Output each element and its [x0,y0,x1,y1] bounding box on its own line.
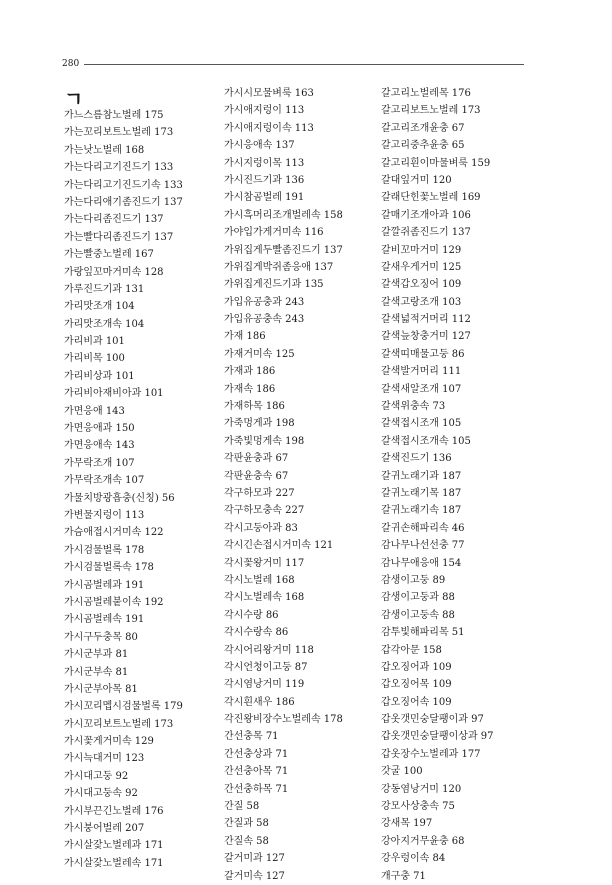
section-heading: ㄱ [64,87,84,111]
index-entry: 갈거미과 127 [224,853,285,865]
index-entry: 가리비목 100 [64,353,125,365]
index-entry: 갑각아문 158 [381,644,442,656]
index-column-3 [381,85,494,885]
index-entry: 가무락조개 107 [64,457,135,469]
index-entry: 가시붕어벌레 207 [64,823,145,835]
index-entry: 갈색갑오징어 109 [381,279,462,291]
index-entry: 가변물지렁이 113 [64,509,145,521]
index-entry: 각시수랑속 86 [224,627,289,639]
index-entry: 감생이고둥과 88 [381,592,455,604]
index-entry: 가리맛조개속 104 [64,318,145,330]
index-entry: 가위집게진드기과 135 [224,279,324,291]
index-entry: 가느스름참노벌레 175 [64,110,164,121]
index-entry: 갈색늪창충거미 127 [381,331,471,343]
index-entry: 가는빨다리좀진드기 137 [64,231,174,243]
index-entry: 각시언청이고둥 87 [224,661,308,673]
index-entry: 갈색새알조개 107 [381,383,462,395]
index-entry: 감생이고둥속 88 [381,609,455,621]
index-entry: 가시꽃게거미속 129 [64,736,154,748]
index-entry: 가시부끈긴노벌레 176 [64,805,164,817]
index-entry: 가면응애속 143 [64,440,135,452]
index-entry: 갈색접시조개속 105 [381,435,471,447]
index-entry: 갈래단힌꽃노벌레 169 [381,192,481,204]
index-entry: 갑옷갯민숭달팽이상과 97 [381,731,494,743]
index-entry: 각시노벌레 168 [224,574,295,586]
index-entry: 가시곰벌레과 191 [64,579,145,591]
index-column-2 [224,85,343,885]
index-entry: 가시살갗노벌레속 171 [64,857,164,869]
index-entry: 감나무애응애 154 [381,557,462,569]
index-entry: 가시군부아목 81 [64,683,138,695]
page-number: 280 [62,59,80,69]
index-entry: 갈색띠매물고둥 86 [381,348,465,360]
index-entry: 가시꼬리멥시검물벌록 179 [64,701,183,713]
index-entry: 갈고리조개윤충 67 [381,122,465,134]
index-entry: 강동염낭거미 120 [381,783,462,795]
index-entry: 가죽빛멍게속 198 [224,435,305,447]
index-entry: 가시구두충목 80 [64,631,138,643]
index-entry: 가리비아재비아과 101 [64,388,164,400]
index-entry: 갈거미속 127 [224,870,285,882]
index-entry: 갈고리보트노벌레 173 [381,105,481,117]
index-entry: 가위집게박쥐좀응애 137 [224,261,334,273]
index-entry: 갈색접시조개 105 [381,418,462,430]
index-entry: 가시곰벌레붙이속 192 [64,596,164,608]
index-entry: 갈색위충속 73 [381,401,446,413]
index-entry: 각진왕비장수노벌레속 178 [224,714,343,726]
index-entry: 갑오징어속 109 [381,696,452,708]
index-entry: 가는다리고기진드기 133 [64,162,174,174]
index-entry: 강아지거무윤충 68 [381,835,465,847]
index-entry: 각시꽃왕거미 117 [224,557,305,569]
index-entry: 갈비꼬마거미 129 [381,244,462,256]
index-entry: 갈고리노벌레목 176 [381,88,471,99]
index-entry: 가는꼬리보트노벌레 173 [64,127,174,139]
index-entry: 가입유공충속 243 [224,314,305,326]
index-entry: 가시늑대거미 123 [64,753,145,765]
index-entry: 가시시모물벼룩 163 [224,88,314,99]
index-entry: 감나무나선선충 77 [381,540,465,552]
index-entry: 가는다리좀진드기 137 [64,214,164,226]
index-entry: 간질과 58 [224,818,269,830]
index-entry: 가죽멍게과 198 [224,418,295,430]
index-entry: 가재속 186 [224,383,276,395]
index-entry: 갈귀노래기속 187 [381,505,462,517]
index-entry: 각판윤충과 67 [224,453,289,465]
index-entry: 각구하모과 227 [224,487,295,499]
index-entry: 갈귀노래기목 187 [381,487,462,499]
index-entry: 갑오징어목 109 [381,679,452,691]
index-entry: 각시어리왕거미 118 [224,644,314,656]
index-entry: 강우렁이속 84 [381,853,446,865]
index-entry: 갈매기조개아과 106 [381,209,471,221]
index-entry: 가면응애과 150 [64,423,135,435]
index-entry: 간질속 58 [224,835,269,847]
index-entry: 갓굴 100 [381,766,423,778]
index-entry: 가리비과 101 [64,336,125,348]
index-entry: 간선충하목 71 [224,783,289,795]
index-entry: 가재하목 186 [224,401,285,413]
index-entry: 각시흰새우 186 [224,696,295,708]
index-column-1 [64,107,183,872]
index-entry: 가시곰벌레속 191 [64,614,145,626]
index-entry: 간질 58 [224,801,260,813]
index-entry: 가루진드기과 131 [64,283,145,295]
index-entry: 가면응애 143 [64,405,125,417]
index-entry: 가시애지렁이 113 [224,105,305,117]
index-entry: 가시검물벌록 178 [64,544,145,556]
index-entry: 각시수랑 86 [224,609,279,621]
index-entry: 갈고리흰이마물벼룩 159 [381,157,491,169]
index-entry: 간선충아목 71 [224,766,289,778]
index-entry: 각판윤충속 67 [224,470,289,482]
index-entry: 가위집게두빨좀진드기 137 [224,244,343,256]
index-entry: 각시고둥아과 83 [224,522,298,534]
index-entry: 가재과 186 [224,366,276,378]
index-entry: 갑옷갯민숭달팽이과 97 [381,714,484,726]
index-entry: 갑오징어과 109 [381,661,452,673]
index-entry: 가시군부과 81 [64,649,129,661]
index-entry: 가시살갗노벌레과 171 [64,840,164,852]
index-entry: 간선충상과 71 [224,748,289,760]
index-entry: 가시대고둥 92 [64,770,129,782]
index-entry: 가시응애속 137 [224,140,295,152]
index-entry: 가랑잎꼬마거미속 128 [64,266,164,278]
index-entry: 가리맛조개 104 [64,301,135,313]
index-entry: 각시염낭거미 119 [224,679,305,691]
index-entry: 가재거미속 125 [224,348,295,360]
index-entry: 가시흑머리조개벌레속 158 [224,209,343,221]
index-entry: 가는다리고기진드기속 133 [64,179,183,191]
index-entry: 가슴애접시거미속 122 [64,527,164,539]
index-entry: 가무락조개속 107 [64,475,145,487]
index-entry: 갈색고랑조개 103 [381,296,462,308]
index-entry: 가야입가게거미속 116 [224,227,324,239]
index-entry: 가리비상과 101 [64,370,135,382]
index-entry: 각시노벌레속 168 [224,592,305,604]
index-entry: 가는빨중노벌레 167 [64,249,154,261]
index-entry: 가시대고둥속 92 [64,788,138,800]
index-entry: 갈색넓적거머리 112 [381,314,471,326]
index-entry: 가시군부속 81 [64,666,129,678]
index-entry: 감투빛해파리목 51 [381,627,465,639]
index-entry: 가시지렁이목 113 [224,157,305,169]
index-entry: 갑옷장수노벌레과 177 [381,748,481,760]
index-entry: 갈대잎거미 120 [381,174,452,186]
index-entry: 가시검물벌록속 178 [64,562,154,574]
index-entry: 갈깔쥐좀진드기 137 [381,227,471,239]
index-entry: 갈귀손해파리속 46 [381,522,465,534]
index-entry: 가물치방광흡충(신칭) 56 [64,492,175,504]
index-entry: 각시긴손접시거미속 121 [224,540,334,552]
top-rule [84,64,524,65]
index-entry: 간선충목 71 [224,731,279,743]
index-entry: 가시진드기과 136 [224,174,305,186]
index-entry: 강모사상충속 75 [381,801,455,813]
index-entry: 가시애지렁이속 113 [224,122,314,134]
index-entry: 갈귀노래기과 187 [381,470,462,482]
index-entry: 갈색발거머리 111 [381,366,462,378]
index-entry: 가시참곰벌레 191 [224,192,305,204]
index-entry: 갈색진드기 136 [381,453,452,465]
index-entry: 개구충 71 [381,870,426,882]
index-entry: 가입유공충과 243 [224,296,305,308]
index-entry: 감생이고둥 89 [381,574,446,586]
index-entry: 가는낫노벌레 168 [64,144,145,156]
index-entry: 강새목 197 [381,818,433,830]
index-entry: 갈고리중추윤충 65 [381,140,465,152]
index-entry: 가재 186 [224,331,266,343]
index-entry: 가는다리애기좀진드기 137 [64,196,183,208]
index-entry: 가시꼬리보트노벌레 173 [64,718,174,730]
index-entry: 각구하모충속 227 [224,505,305,517]
index-entry: 갈새우게거미 125 [381,261,462,273]
